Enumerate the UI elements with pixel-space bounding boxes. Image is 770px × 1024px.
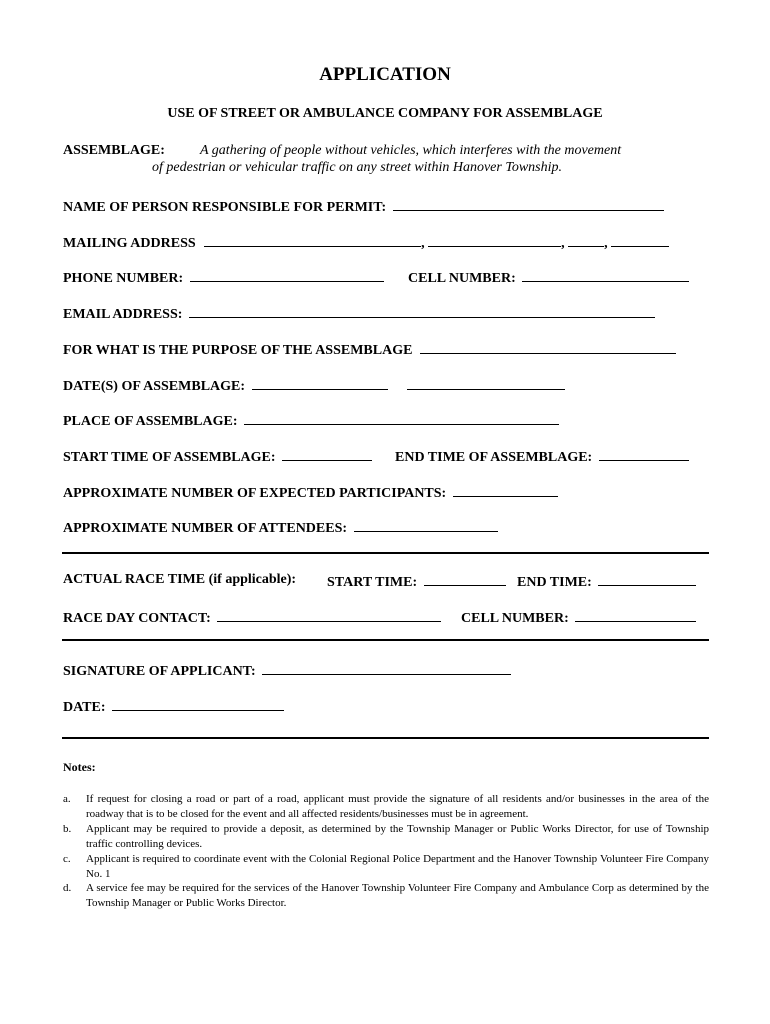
participants-row (63, 483, 558, 502)
race-cell-row (461, 608, 696, 627)
cell-field[interactable] (522, 268, 689, 282)
mailing-city-field[interactable] (428, 233, 561, 247)
email-row (63, 304, 655, 323)
note-item-c (63, 852, 709, 882)
race-contact-row (63, 608, 441, 627)
race-contact-label: RACE DAY CONTACT: (63, 611, 211, 626)
note-marker: c. (63, 853, 71, 865)
email-label: EMAIL ADDRESS: (63, 307, 183, 322)
mailing-address-label: MAILING ADDRESS (63, 236, 196, 251)
note-text: Applicant is required to coordinate event with the Colonial Regional Police Department and the Hanover Township Volunteer Fire Company No. 1 (86, 853, 709, 880)
race-start-row (327, 572, 506, 591)
signature-label: SIGNATURE OF APPLICANT: (63, 664, 256, 679)
race-start-field[interactable] (424, 572, 506, 586)
dates-row (63, 376, 565, 395)
phone-label: PHONE NUMBER: (63, 271, 184, 286)
mailing-zip-field[interactable] (611, 233, 669, 247)
signature-field[interactable] (262, 661, 511, 675)
person-responsible-row (63, 197, 664, 216)
place-row (63, 411, 559, 430)
note-item-d (63, 881, 709, 911)
note-marker: a. (63, 793, 71, 805)
place-field[interactable] (244, 411, 559, 425)
end-time-row (395, 447, 689, 466)
note-text: Applicant may be required to provide a deposit, as determined by the Township Manager or Public Works Director, for use of Township traffic controlling devices. (86, 823, 709, 850)
participants-field[interactable] (453, 483, 558, 497)
start-time-label: START TIME OF ASSEMBLAGE: (63, 450, 276, 465)
race-contact-field[interactable] (217, 608, 441, 622)
person-responsible-field[interactable] (393, 197, 664, 211)
start-time-field[interactable] (282, 447, 372, 461)
mailing-state-field[interactable] (568, 233, 604, 247)
attendees-label: APPROXIMATE NUMBER OF ATTENDEES: (63, 521, 348, 536)
purpose-row (63, 340, 676, 359)
notes-heading: Notes: (63, 760, 96, 774)
start-time-row (63, 447, 372, 466)
page-title: APPLICATION (319, 64, 451, 85)
email-field[interactable] (189, 304, 655, 318)
race-end-row (517, 572, 696, 591)
dates-label: DATE(S) OF ASSEMBLAGE: (63, 379, 246, 394)
end-time-label: END TIME OF ASSEMBLAGE: (395, 450, 593, 465)
note-text: If request for closing a road or part of a road, applicant must provide the signature of all residents and/or businesses in the area of the roadway that is to be closed for the event and all affected residents/businesses must be in agreement. (86, 793, 709, 820)
date-field[interactable] (112, 697, 284, 711)
note-item-b (63, 822, 709, 852)
assemblage-definition-line-1: A gathering of people without vehicles, which interferes with the movement (200, 143, 622, 158)
dates-field-2[interactable] (407, 376, 565, 390)
note-text: A service fee may be required for the services of the Hanover Township Volunteer Fire Company and Ambulance Corp as determined by the Township Manager or Public Works Director. (86, 882, 709, 909)
signature-row (63, 661, 511, 680)
date-row (63, 697, 284, 716)
purpose-label: FOR WHAT IS THE PURPOSE OF THE ASSEMBLAGE (63, 343, 413, 358)
section-divider-3 (62, 737, 709, 739)
race-time-label: ACTUAL RACE TIME (if applicable): (63, 572, 297, 587)
place-label: PLACE OF ASSEMBLAGE: (63, 414, 238, 429)
date-label: DATE: (63, 700, 106, 715)
race-cell-field[interactable] (575, 608, 696, 622)
attendees-row (63, 518, 498, 537)
note-marker: d. (63, 882, 72, 894)
note-item-a (63, 792, 709, 822)
section-divider-2 (62, 639, 709, 641)
phone-field[interactable] (190, 268, 384, 282)
race-cell-label: CELL NUMBER: (461, 611, 569, 626)
assemblage-definition-line-2: of pedestrian or vehicular traffic on any street within Hanover Township. (152, 160, 562, 175)
phone-row (63, 268, 384, 287)
person-responsible-label: NAME OF PERSON RESPONSIBLE FOR PERMIT: (63, 200, 387, 215)
assemblage-term: ASSEMBLAGE: (63, 143, 165, 158)
note-marker: b. (63, 823, 72, 835)
cell-label: CELL NUMBER: (408, 271, 516, 286)
attendees-field[interactable] (354, 518, 498, 532)
cell-row (408, 268, 689, 287)
purpose-field[interactable] (420, 340, 676, 354)
race-time-row (63, 572, 296, 588)
mailing-address-row: MAILING ADDRESS , , , (63, 233, 669, 252)
section-divider-1 (62, 552, 709, 554)
mailing-street-field[interactable] (204, 233, 421, 247)
participants-label: APPROXIMATE NUMBER OF EXPECTED PARTICIPANTS: (63, 486, 447, 501)
dates-field-1[interactable] (252, 376, 388, 390)
end-time-field[interactable] (599, 447, 689, 461)
race-end-label: END TIME: (517, 575, 592, 590)
page-subtitle: USE OF STREET OR AMBULANCE COMPANY FOR ASSEMBLAGE (167, 106, 603, 121)
race-end-field[interactable] (598, 572, 696, 586)
race-start-label: START TIME: (327, 575, 418, 590)
